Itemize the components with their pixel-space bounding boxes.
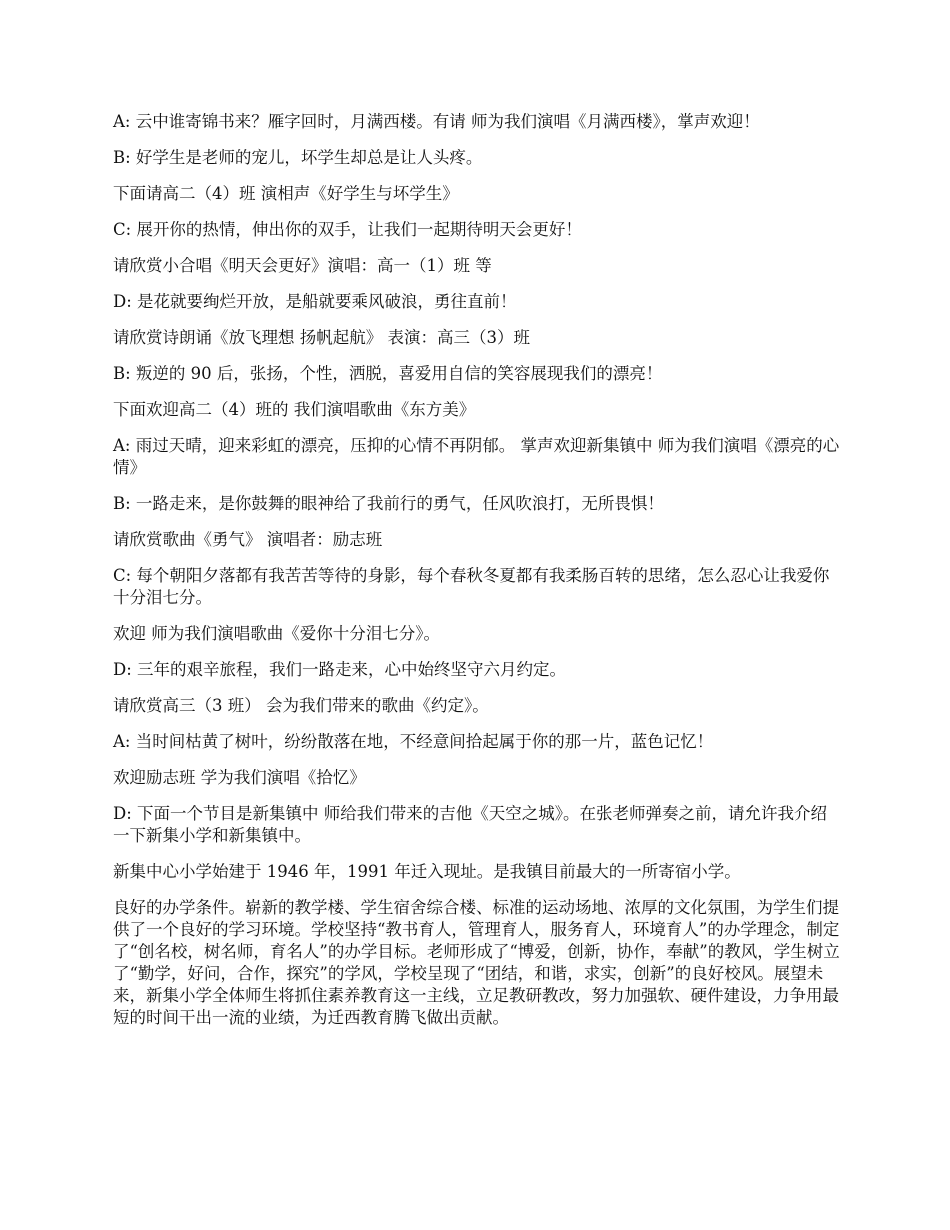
paragraph-host-a-leaves: A: 当时间枯黄了树叶，纷纷散落在地，不经意间拾起属于你的那一片，蓝色记忆！ [113, 732, 714, 751]
document-body [113, 111, 841, 1043]
paragraph-host-d-journey: D: 三年的艰辛旅程，我们一路走来，心中始终坚守六月约定。 [113, 660, 567, 679]
paragraph-host-b-90s: B: 叛逆的 90 后，张扬，个性，洒脱，喜爱用自信的笑容展现我们的漂亮！ [113, 364, 663, 383]
paragraph-host-d-flowers: D: 是花就要绚烂开放，是船就要乘风破浪，勇往直前！ [113, 292, 517, 311]
paragraph-host-c-tomorrow: C: 展开你的热情，伸出你的双手，让我们一起期待明天会更好！ [113, 220, 582, 239]
paragraph-intro-crosstalk: 下面请高二（4）班 演相声《好学生与坏学生》 [113, 184, 459, 203]
paragraph-intro-chorus: 请欣赏小合唱《明天会更好》演唱：高一（1）班 等 [113, 256, 492, 275]
paragraph-school-history: 新集中心小学始建于 1946 年，1991 年迁入现址。是我镇目前最大的一所寄宿小学。 [113, 862, 741, 881]
paragraph-intro-shiyi: 欢迎励志班 学为我们演唱《拾忆》 [113, 768, 366, 787]
paragraph-intro-poetry: 请欣赏诗朗诵《放飞理想 扬帆起航》 表演：高三（3）班 [113, 328, 530, 347]
paragraph-host-a-moon: A: 云中谁寄锦书来？雁字回时，月满西楼。有请 师为我们演唱《月满西楼》，掌声欢迎！ [113, 112, 760, 131]
paragraph-intro-love-song: 欢迎 师为我们演唱歌曲《爱你十分泪七分》。 [113, 624, 440, 643]
paragraph-intro-dongfangmei: 下面欢迎高二（4）班的 我们演唱歌曲《东方美》 [113, 400, 476, 419]
paragraph-school-description: 良好的办学条件。崭新的教学楼、学生宿舍综合楼、标准的运动场地、浓厚的文化氛围，为学生们提供了一个良好的学习环境。学校坚持“教书育人，管理育人，服务育人，环境育人”的办学理念，制定了“创名校，树名师，育名人”的办学目标。老师形成了“博爱，创新，协作，奉献”的教风，学生树立了“勤学，好问，合作，探究”的学风，学校呈现了“团结，和谐，求实，创新”的良好校风。展望未来，新集小学全体师生将抓住素养教育这一主线，立足教研教改，努力加强软、硬件建设，力争用最短的时间干出一流的业绩，为迁西教育腾飞做出贡献。 [113, 898, 840, 1027]
paragraph-host-b-students: B: 好学生是老师的宠儿，坏学生却总是让人头疼。 [113, 148, 483, 167]
paragraph-intro-promise: 请欣赏高三（3 班） 会为我们带来的歌曲《约定》。 [113, 696, 489, 715]
paragraph-host-d-guitar: D: 下面一个节目是新集镇中 师给我们带来的吉他《天空之城》。在张老师弹奏之前，请允许我介绍一下新集小学和新集镇中。 [113, 804, 828, 845]
paragraph-intro-courage-song: 请欣赏歌曲《勇气》 演唱者：励志班 [113, 530, 383, 549]
paragraph-host-c-sunrise: C: 每个朝阳夕落都有我苦苦等待的身影，每个春秋冬夏都有我柔肠百转的思绪，怎么忍心让我爱你十分泪七分。 [113, 566, 830, 607]
paragraph-host-b-courage: B: 一路走来，是你鼓舞的眼神给了我前行的勇气，任风吹浪打，无所畏惧！ [113, 494, 664, 513]
paragraph-host-a-rainbow: A: 雨过天晴，迎来彩虹的漂亮，压抑的心情不再阴郁。 掌声欢迎新集镇中 师为我们演唱《漂亮的心情》 [113, 436, 840, 477]
